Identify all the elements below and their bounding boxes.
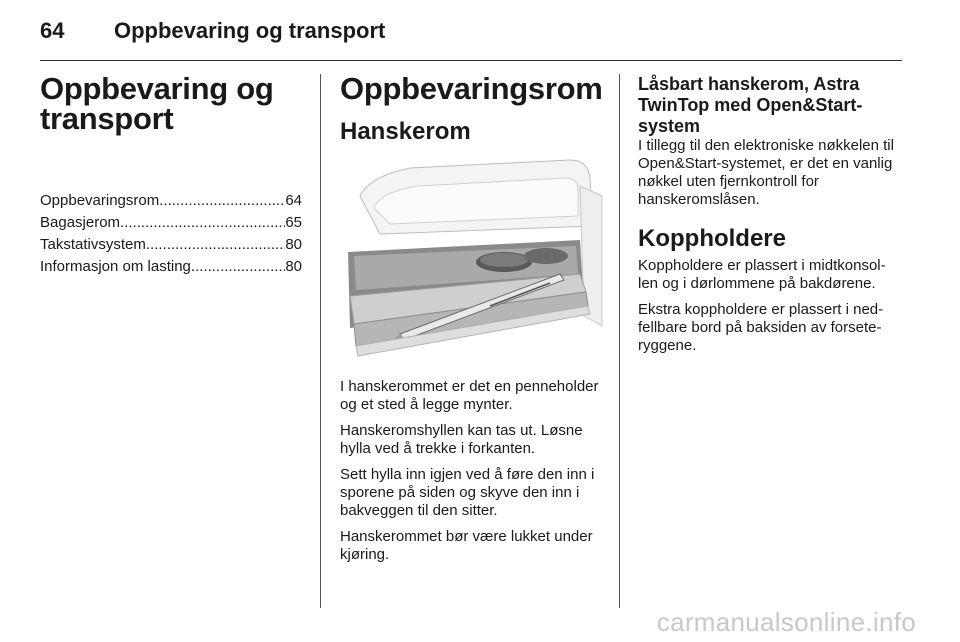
- paragraph: Koppholdere er plassert i midtkonsollen og i dørlommene på bakdørene.: [638, 257, 886, 292]
- toc-leader: [191, 256, 285, 278]
- section-heading-lockable-glovebox: Låsbart hanskerom, Astra TwinTop med Open&Start-system: [638, 74, 863, 136]
- header-title: Oppbevaring og transport: [114, 18, 386, 43]
- toc-leader: [120, 212, 285, 234]
- toc-leader: [146, 234, 285, 256]
- right-column: [638, 74, 900, 363]
- left-column: [40, 71, 302, 278]
- toc-leader: [159, 190, 285, 212]
- table-of-contents: [40, 190, 302, 278]
- toc-item[interactable]: [40, 234, 302, 256]
- paragraph: Hanskerommet bør være lukket under kjøring.: [340, 528, 593, 563]
- toc-item-page: 80: [285, 258, 302, 275]
- toc-item-title: Takstativsystem: [40, 236, 146, 253]
- page-number: 64: [40, 18, 65, 43]
- toc-item[interactable]: [40, 190, 302, 212]
- toc-item-page: 80: [285, 236, 302, 253]
- paragraph: Sett hylla inn igjen ved å føre den inn i sporene på siden og skyve den inn i bakveggen til den sitter.: [340, 466, 595, 519]
- toc-item-page: 65: [285, 214, 302, 231]
- toc-item[interactable]: [40, 212, 302, 234]
- section-heading-cupholders: Koppholdere: [638, 225, 786, 252]
- toc-item-title: Informasjon om lasting: [40, 258, 191, 275]
- column-divider-2: [619, 74, 620, 608]
- header-rule: [40, 60, 902, 61]
- middle-column: [340, 71, 604, 572]
- toc-item-page: 64: [285, 192, 302, 209]
- column-divider-1: [320, 74, 321, 608]
- toc-item[interactable]: [40, 256, 302, 278]
- subsection-heading: Hanskerom: [340, 118, 471, 145]
- toc-item-title: Bagasjerom: [40, 214, 121, 231]
- watermark: carmanualsonline.info: [656, 607, 916, 637]
- section-heading: Oppbevaringsrom: [340, 71, 603, 106]
- chapter-heading: Oppbevaring og transport: [40, 71, 274, 136]
- paragraph: Hanskeromshyllen kan tas ut. Løsne hylla ved å trekke i forkanten.: [340, 422, 583, 457]
- paragraph: Ekstra koppholdere er plassert i nedfellbare bord på baksiden av forseteryggene.: [638, 301, 884, 354]
- paragraph: I tillegg til den elektroniske nøkkelen til Open&Start-systemet, er det en vanlig nøkkel uten fjernkontroll for hanskeromslåsen.: [638, 137, 894, 208]
- toc-item-title: Oppbevaringsrom: [40, 192, 160, 209]
- glovebox-illustration: [340, 156, 604, 366]
- paragraph: I hanskerommet er det en penneholder og et sted å legge mynter.: [340, 378, 599, 413]
- page-header: [40, 18, 920, 58]
